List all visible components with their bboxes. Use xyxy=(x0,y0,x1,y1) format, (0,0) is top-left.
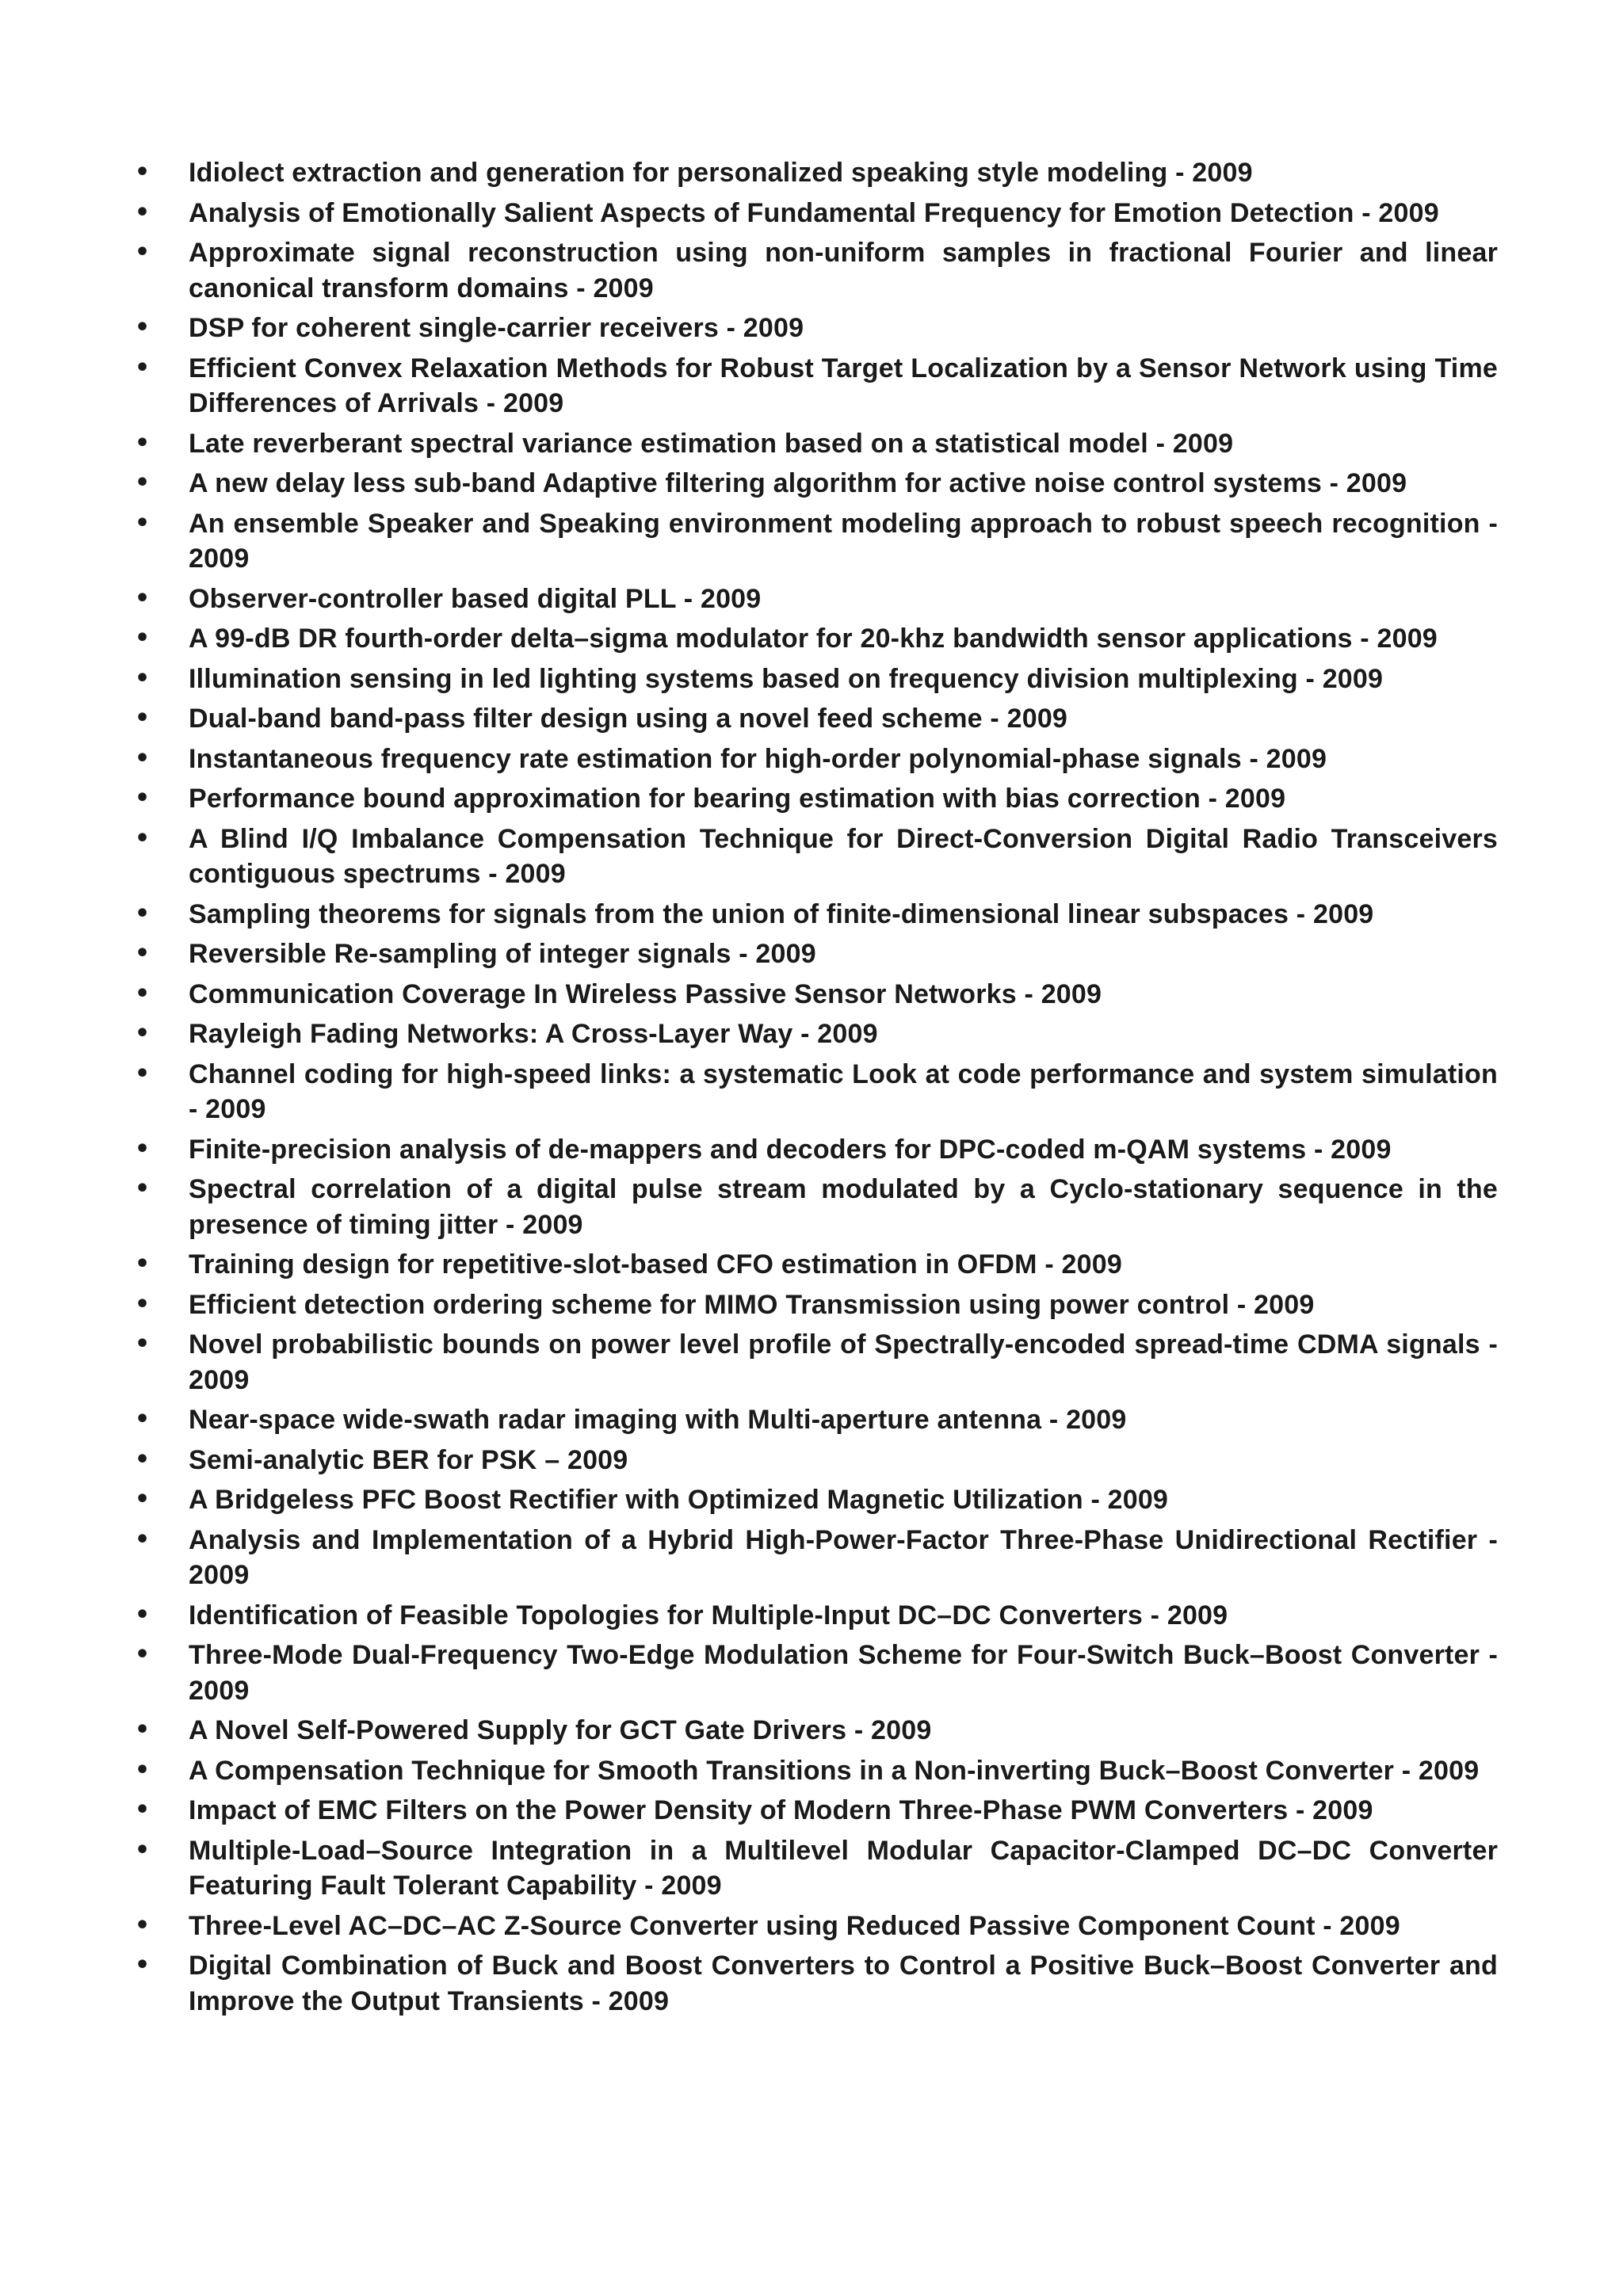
paper-title: Semi-analytic BER for PSK – 2009 xyxy=(189,1444,628,1475)
bullet-icon: • xyxy=(135,1445,151,1474)
bullet-icon: • xyxy=(135,1911,151,1939)
paper-title: Efficient Convex Relaxation Methods for Robust Target Localization by a Sensor Network using Time Differences of Arrivals - 2009 xyxy=(189,353,1498,418)
list-item xyxy=(135,582,1498,617)
list-item xyxy=(135,1793,1498,1829)
list-item xyxy=(135,351,1498,421)
paper-title: An ensemble Speaker and Speaking environment modeling approach to robust speech recognition - 2009 xyxy=(189,508,1498,574)
bullet-icon: • xyxy=(135,353,151,382)
paper-title: Performance bound approximation for bearing estimation with bias correction - 2009 xyxy=(189,784,1286,814)
list-item xyxy=(135,426,1498,462)
list-item xyxy=(135,1057,1498,1127)
paper-title: Novel probabilistic bounds on power level profile of Spectrally-encoded spread-time CDMA signals - 2009 xyxy=(189,1329,1498,1395)
list-item xyxy=(135,1909,1498,1944)
paper-title: DSP for coherent single-carrier receivers - 2009 xyxy=(189,313,804,343)
paper-title: Dual-band band-pass filter design using a novel feed scheme - 2009 xyxy=(189,704,1068,734)
list-item xyxy=(135,1132,1498,1168)
list-item xyxy=(135,781,1498,817)
list-item xyxy=(135,936,1498,972)
list-item xyxy=(135,235,1498,306)
paper-title: Communication Coverage In Wireless Passive Sensor Networks - 2009 xyxy=(189,978,1102,1009)
list-item xyxy=(135,1402,1498,1438)
paper-title: Impact of EMC Filters on the Power Density of Modern Three-Phase PWM Converters - 2009 xyxy=(189,1795,1373,1825)
bullet-icon: • xyxy=(135,784,151,812)
paper-title: Instantaneous frequency rate estimation for high-order polynomial-phase signals - 2009 xyxy=(189,743,1327,774)
paper-title-list xyxy=(135,155,1498,2023)
paper-title: Analysis of Emotionally Salient Aspects of Fundamental Frequency for Emotion Detection - 2009 xyxy=(189,197,1439,228)
bullet-icon: • xyxy=(135,1641,151,1669)
list-item xyxy=(135,662,1498,697)
list-item xyxy=(135,897,1498,933)
bullet-icon: • xyxy=(135,314,151,341)
bullet-icon: • xyxy=(135,744,151,772)
paper-title: Analysis and Implementation of a Hybrid High-Power-Factor Three-Phase Unidirectional Rectifier - 2009 xyxy=(189,1524,1498,1590)
bullet-icon: • xyxy=(135,899,151,928)
paper-title: A new delay less sub-band Adaptive filtering algorithm for active noise control systems - 2009 xyxy=(189,468,1407,498)
list-item xyxy=(135,1443,1498,1478)
list-item xyxy=(135,742,1498,777)
paper-title: Illumination sensing in led lighting systems based on frequency division multiplexing - 2009 xyxy=(189,663,1384,694)
bullet-icon: • xyxy=(135,469,151,497)
bullet-icon: • xyxy=(135,584,151,612)
list-item xyxy=(135,1287,1498,1323)
bullet-icon: • xyxy=(135,1716,151,1744)
bullet-icon: • xyxy=(135,1525,151,1554)
bullet-icon: • xyxy=(135,198,151,227)
list-item xyxy=(135,1016,1498,1052)
paper-title: Idiolect extraction and generation for personalized speaking style modeling - 2009 xyxy=(189,158,1253,188)
paper-title: Multiple-Load–Source Integration in a Multilevel Modular Capacitor-Clamped DC–DC Converter Featuring Fault Tolerant Capability - 2009 xyxy=(189,1835,1498,1901)
bullet-icon: • xyxy=(135,704,151,732)
bullet-icon: • xyxy=(135,1175,151,1203)
list-item xyxy=(135,466,1498,502)
bullet-icon: • xyxy=(135,1836,151,1864)
bullet-icon: • xyxy=(135,509,151,537)
paper-title: Spectral correlation of a digital pulse stream modulated by a Cyclo-stationary sequence in the presence of timing jitter - 2009 xyxy=(189,1174,1498,1240)
bullet-icon: • xyxy=(135,1020,151,1047)
list-item xyxy=(135,1713,1498,1749)
paper-title: Digital Combination of Buck and Boost Converters to Control a Positive Buck–Boost Converter and Improve the Output Transients - 2009 xyxy=(189,1951,1498,2016)
list-item xyxy=(135,1833,1498,1904)
bullet-icon: • xyxy=(135,238,151,266)
bullet-icon: • xyxy=(135,429,151,457)
bullet-icon: • xyxy=(135,1951,151,1979)
bullet-icon: • xyxy=(135,1290,151,1318)
list-item xyxy=(135,506,1498,577)
list-item xyxy=(135,822,1498,892)
bullet-icon: • xyxy=(135,979,151,1008)
paper-title: Approximate signal reconstruction using non-uniform samples in fractional Fourier and linear canonical transform domains - 2009 xyxy=(189,238,1498,303)
bullet-icon: • xyxy=(135,824,151,852)
list-item xyxy=(135,1482,1498,1518)
paper-title: A Compensation Technique for Smooth Transitions in a Non-inverting Buck–Boost Converter - 2009 xyxy=(189,1755,1480,1786)
paper-title: Three-Mode Dual-Frequency Two-Edge Modulation Scheme for Four-Switch Buck–Boost Converter - 2009 xyxy=(189,1640,1498,1706)
list-item xyxy=(135,1172,1498,1242)
bullet-icon: • xyxy=(135,1330,151,1358)
paper-title: Near-space wide-swath radar imaging with Multi-aperture antenna - 2009 xyxy=(189,1405,1127,1435)
paper-title: Sampling theorems for signals from the union of finite-dimensional linear subspaces - 2009 xyxy=(189,898,1374,929)
paper-title: Identification of Feasible Topologies for Multiple-Input DC–DC Converters - 2009 xyxy=(189,1600,1228,1630)
list-item xyxy=(135,1247,1498,1283)
bullet-icon: • xyxy=(135,1250,151,1278)
bullet-icon: • xyxy=(135,1756,151,1784)
paper-title: A Novel Self-Powered Supply for GCT Gate Drivers - 2009 xyxy=(189,1715,932,1745)
paper-title: Efficient detection ordering scheme for MIMO Transmission using power control - 2009 xyxy=(189,1289,1315,1320)
paper-title: Channel coding for high-speed links: a systematic Look at code performance and system simulation - 2009 xyxy=(189,1058,1498,1124)
paper-title: Three-Level AC–DC–AC Z-Source Converter using Reduced Passive Component Count - 2009 xyxy=(189,1910,1400,1941)
list-item xyxy=(135,1638,1498,1708)
paper-title: Observer-controller based digital PLL - 2009 xyxy=(189,583,762,614)
list-item xyxy=(135,1598,1498,1634)
list-item xyxy=(135,311,1498,346)
bullet-icon: • xyxy=(135,624,151,652)
bullet-icon: • xyxy=(135,1486,151,1513)
paper-title: A Blind I/Q Imbalance Compensation Technique for Direct-Conversion Digital Radio Transceivers contiguous spectrums - 2009 xyxy=(189,823,1498,889)
bullet-icon: • xyxy=(135,1135,151,1163)
list-item xyxy=(135,1523,1498,1593)
list-item xyxy=(135,621,1498,657)
bullet-icon: • xyxy=(135,1796,151,1824)
list-item xyxy=(135,1327,1498,1398)
list-item xyxy=(135,1948,1498,2019)
paper-title: Finite-precision analysis of de-mappers and decoders for DPC-coded m-QAM systems - 2009 xyxy=(189,1134,1392,1165)
bullet-icon: • xyxy=(135,1405,151,1433)
paper-title: Training design for repetitive-slot-based CFO estimation in OFDM - 2009 xyxy=(189,1249,1122,1280)
paper-title: Late reverberant spectral variance estimation based on a statistical model - 2009 xyxy=(189,428,1234,459)
paper-title: Reversible Re-sampling of integer signals - 2009 xyxy=(189,939,816,969)
paper-title: A Bridgeless PFC Boost Rectifier with Optimized Magnetic Utilization - 2009 xyxy=(189,1485,1169,1515)
bullet-icon: • xyxy=(135,1600,151,1629)
bullet-icon: • xyxy=(135,1059,151,1088)
paper-title: A 99-dB DR fourth-order delta–sigma modulator for 20-khz bandwidth sensor applications - 2009 xyxy=(189,624,1438,654)
list-item xyxy=(135,155,1498,191)
bullet-icon: • xyxy=(135,664,151,692)
list-item xyxy=(135,196,1498,231)
bullet-icon: • xyxy=(135,158,151,186)
list-item xyxy=(135,977,1498,1013)
list-item xyxy=(135,1753,1498,1789)
list-item xyxy=(135,701,1498,737)
paper-title: Rayleigh Fading Networks: A Cross-Layer Way - 2009 xyxy=(189,1019,878,1049)
bullet-icon: • xyxy=(135,940,151,967)
